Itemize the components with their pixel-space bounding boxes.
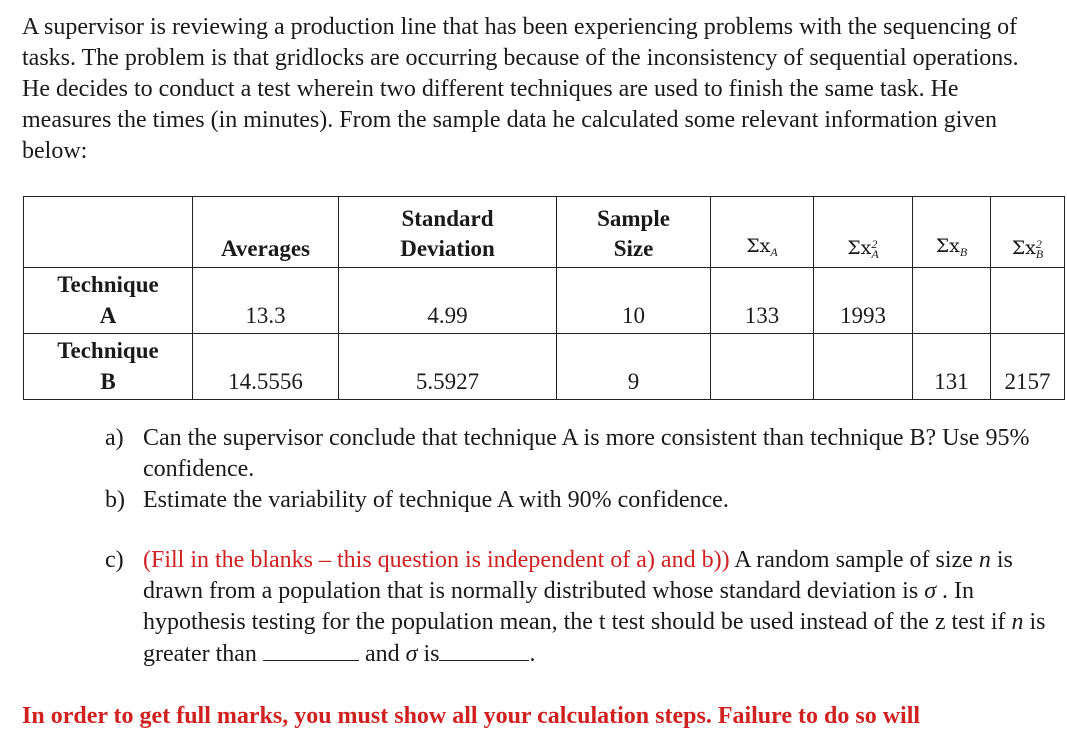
header-sum-xb-squared: Σx2 B: [991, 197, 1065, 268]
question-b-text: Estimate the variability of technique A with 90% confidence.: [143, 487, 729, 513]
data-table: [23, 196, 1065, 400]
row-label-technique-b: Technique B: [24, 334, 193, 400]
question-a: [105, 423, 1055, 485]
header-averages: Averages: [193, 197, 339, 268]
cell-sum-xa: 133: [711, 268, 814, 334]
question-c-note: (Fill in the blanks – this question is independent of a) and b)): [143, 547, 730, 573]
row-label-technique-a: Technique A: [24, 268, 193, 334]
header-empty: [24, 197, 193, 268]
problem-statement: A supervisor is reviewing a production line that has been experiencing problems with the sequencing of tasks. The problem is that gridlocks are occurring because of the inconsistency of sequential operations. He decides to conduct a test wherein two different techniques are used to finish the same task. He measures the times (in minutes). From the sample data he calculated some relevant information given below:: [22, 14, 1019, 164]
cell-average: 14.5556: [193, 334, 339, 400]
question-a-text: Can the supervisor conclude that technique A is more consistent than technique B? Use 95% confidence.: [143, 425, 1030, 482]
cell-sum-xa-squared: 1993: [814, 268, 913, 334]
question-b: [105, 485, 1055, 516]
cell-sum-xa-squared: [814, 334, 913, 400]
table-header-row: [24, 197, 1065, 268]
header-standard-deviation: Standard Deviation: [339, 197, 557, 268]
blank-field-1[interactable]: [263, 638, 359, 661]
header-sum-xb: ΣxB: [913, 197, 991, 268]
cell-size: 9: [557, 334, 711, 400]
instructions-footer: In order to get full marks, you must show all your calculation steps. Failure to do so will: [22, 703, 921, 729]
question-a-label: a): [105, 425, 124, 451]
header-sample-size: Sample Size: [557, 197, 711, 268]
cell-sum-xb: [913, 268, 991, 334]
header-sum-xa: ΣxA: [711, 197, 814, 268]
blank-field-2[interactable]: [439, 638, 529, 661]
question-c-text: (Fill in the blanks – this question is independent of a) and b)) A random sample of size n is drawn from a population that is normally distributed whose standard deviation is σ . In hypothesis testing for the population mean, the t test should be used instead of the z test if n is greater than and σ is .: [143, 547, 1046, 667]
questions-list: [105, 423, 1055, 670]
cell-sum-xa: [711, 334, 814, 400]
cell-size: 10: [557, 268, 711, 334]
cell-std: 5.5927: [339, 334, 557, 400]
question-c-label: c): [105, 547, 124, 573]
cell-sum-xb: 131: [913, 334, 991, 400]
cell-average: 13.3: [193, 268, 339, 334]
header-sum-xa-squared: Σx2 A: [814, 197, 913, 268]
question-b-label: b): [105, 487, 125, 513]
table-row: [24, 268, 1065, 334]
question-c: [105, 545, 1055, 670]
cell-std: 4.99: [339, 268, 557, 334]
table-row: [24, 334, 1065, 400]
cell-sum-xb-squared: [991, 268, 1065, 334]
cell-sum-xb-squared: 2157: [991, 334, 1065, 400]
